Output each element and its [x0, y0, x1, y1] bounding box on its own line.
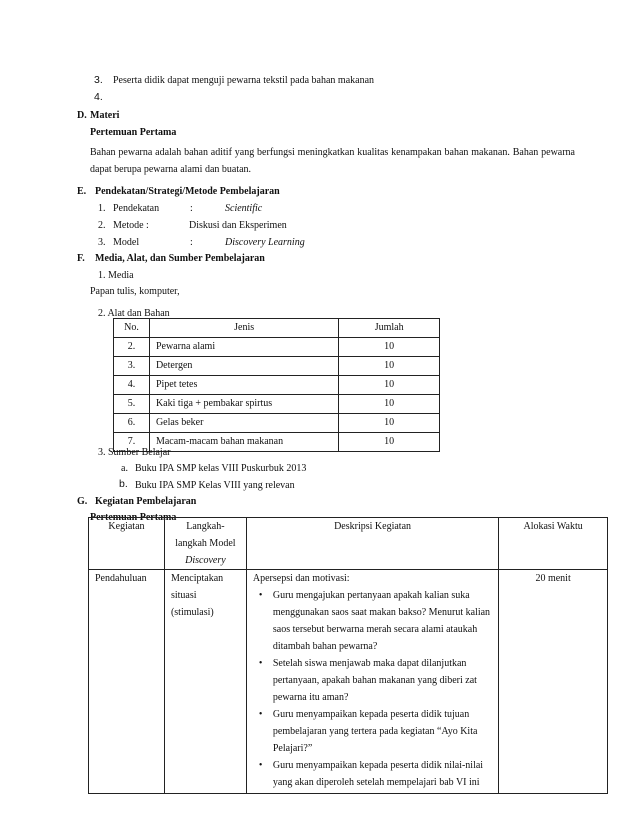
cell-no: 6. — [114, 414, 150, 433]
cell-jenis: Gelas beker — [149, 414, 338, 433]
sumber-text-b: Buku IPA SMP Kelas VIII yang relevan — [135, 480, 295, 491]
section-d-letter: D. — [77, 110, 87, 121]
sumber-letter-a: a. — [121, 463, 128, 474]
cell-no: 4. — [114, 376, 150, 395]
sumber-letter-b: b. — [119, 478, 128, 490]
section-f-title: Media, Alat, dan Sumber Pembelajaran — [95, 253, 265, 264]
header-langkah — [164, 518, 246, 570]
cell-jenis: Detergen — [149, 357, 338, 376]
deskripsi-bullet: • Guru mengajukan pertanyaan apakah kalian suka menggunakan saos saat makan bakso? Menurut kalian saos tersebut berwarna merah secara alami ataukah ditambah bahan pewarna? — [267, 587, 492, 655]
kegiatan-table — [88, 517, 608, 794]
langkah-line: situasi — [170, 590, 197, 601]
deskripsi-bullet: • Guru menyampaikan kepada peserta didik tujuan pembelajaran yang tertera pada kegiatan “Ayo Kita Pelajari?” — [267, 706, 492, 757]
list-number-3: 3. — [94, 74, 103, 86]
kegiatan-header-row — [89, 518, 608, 570]
pendekatan-num-1: 1. — [98, 203, 106, 214]
table-row — [114, 357, 440, 376]
pendekatan-value-2: Diskusi dan Eksperimen — [189, 220, 287, 231]
media-item-1-label: 1. Media — [98, 270, 134, 281]
section-g-letter: G. — [77, 496, 88, 507]
table-row — [114, 414, 440, 433]
header-langkah-line1: Langkah- — [186, 521, 225, 532]
header-jumlah: Jumlah — [339, 319, 440, 338]
header-deskripsi: Deskripsi Kegiatan — [246, 518, 498, 570]
section-f-letter: F. — [77, 253, 85, 264]
cell-no: 5. — [114, 395, 150, 414]
table-row — [114, 338, 440, 357]
pendekatan-label-2: Metode : — [113, 220, 149, 231]
cell-jenis: Macam-macam bahan makanan — [149, 433, 338, 452]
header-alokasi: Alokasi Waktu — [499, 518, 608, 570]
cell-no: 2. — [114, 338, 150, 357]
cell-jenis: Pipet tetes — [149, 376, 338, 395]
pendekatan-value-3: Discovery Learning — [225, 237, 305, 248]
cell-jumlah: 10 — [339, 395, 440, 414]
cell-kegiatan: Pendahuluan — [89, 570, 165, 794]
sumber-text-a: Buku IPA SMP kelas VIII Puskurbuk 2013 — [135, 463, 307, 474]
header-kegiatan: Kegiatan — [89, 518, 165, 570]
section-e-title: Pendekatan/Strategi/Metode Pembelajaran — [95, 186, 280, 197]
deskripsi-bullet: • Setelah siswa menjawab maka dapat dilanjutkan pertanyaan, apakah bahan makanan yang diberi zat pewarna itu aman? — [267, 655, 492, 706]
section-g-subtitle: Pertemuan Pertama — [90, 512, 177, 523]
header-langkah-line3: Discovery — [185, 555, 226, 566]
cell-alokasi: 20 menit — [499, 570, 608, 794]
langkah-line: Menciptakan — [170, 573, 224, 584]
cell-jumlah: 10 — [339, 433, 440, 452]
pendekatan-sep-1: : — [190, 203, 193, 214]
pendekatan-label-1: Pendekatan — [113, 203, 160, 214]
cell-jumlah: 10 — [339, 376, 440, 395]
section-d-subtitle: Pertemuan Pertama — [90, 127, 177, 138]
cell-jenis: Kaki tiga + pembakar spirtus — [149, 395, 338, 414]
cell-deskripsi — [246, 570, 498, 794]
header-langkah-line2: langkah Model — [175, 538, 236, 549]
table-header-row — [114, 319, 440, 338]
deskripsi-intro: Apersepsi dan motivasi: — [252, 573, 350, 584]
pendekatan-value-1: Scientific — [225, 203, 263, 214]
header-jenis: Jenis — [149, 319, 338, 338]
deskripsi-bullet: • Guru menyampaikan kepada peserta didik nilai-nilai yang akan diperoleh setelah mempelajari bab VI ini — [267, 757, 492, 791]
media-item-2-label: 2. Alat dan Bahan — [98, 308, 170, 319]
table-row — [114, 376, 440, 395]
materi-paragraph: Bahan pewarna adalah bahan aditif yang berfungsi meningkatkan kualitas kenampakan bahan makanan. Bahan pewarna dapat berupa pewarna alami dan buatan. — [90, 147, 575, 175]
pendekatan-sep-3: : — [190, 237, 193, 248]
cell-langkah — [164, 570, 246, 794]
cell-jenis: Pewarna alami — [149, 338, 338, 357]
pendekatan-label-3: Model — [113, 237, 140, 248]
pendekatan-num-3: 3. — [98, 237, 106, 248]
langkah-line: (stimulasi) — [170, 607, 214, 618]
header-no: No. — [114, 319, 150, 338]
deskripsi-bullet-list — [253, 587, 492, 791]
media-item-3-label: 3. Sumber Belajar — [98, 447, 171, 458]
pendekatan-num-2: 2. — [98, 220, 106, 231]
cell-jumlah: 10 — [339, 338, 440, 357]
section-g-title: Kegiatan Pembelajaran — [95, 496, 197, 507]
kegiatan-row — [89, 570, 608, 794]
media-item-1-text: Papan tulis, komputer, — [90, 286, 180, 297]
cell-jumlah: 10 — [339, 357, 440, 376]
cell-no: 7. — [114, 433, 150, 452]
cell-jumlah: 10 — [339, 414, 440, 433]
section-d-title: Materi — [90, 110, 120, 121]
list-number-4: 4. — [94, 91, 103, 103]
cell-no: 3. — [114, 357, 150, 376]
table-row — [114, 395, 440, 414]
section-e-letter: E. — [77, 186, 87, 197]
alat-bahan-table — [113, 318, 440, 452]
list-item-3-text: Peserta didik dapat menguji pewarna tekstil pada bahan makanan — [113, 75, 375, 86]
